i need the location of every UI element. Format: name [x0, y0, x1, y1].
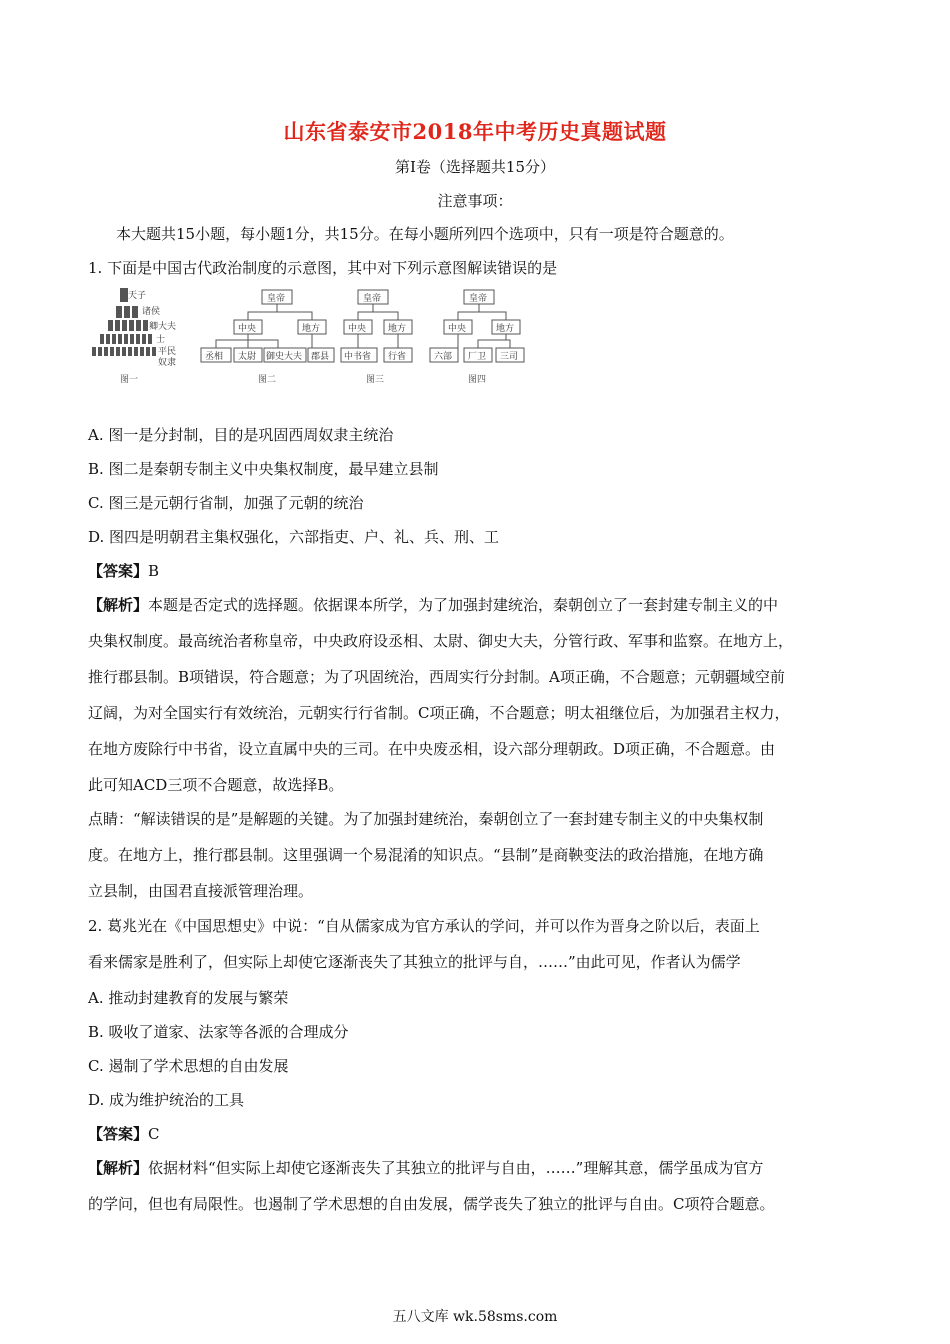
fig2-bottom: 丞相 [205, 352, 224, 362]
q2-stem-line: 看来儒家是胜利了，但实际上却使它逐渐丧失了其独立的批评与自，……”由此可见，作者认为儒学 [88, 953, 741, 971]
fig4-bottom: 六部 [434, 352, 453, 362]
fig4-bottom: 三司 [500, 352, 519, 362]
q1-option-c: C. 图三是元朝行省制，加强了元朝的统治 [88, 494, 364, 512]
q1-tip-line: 点睛：“解读错误的是”是解题的关键。为了加强封建统治，秦朝创立了一套封建专制主义的中央集权制 [88, 810, 764, 828]
q1-analysis-line: 央集权制度。最高统治者称皇帝，中央政府设丞相、太尉、御史大夫，分管行政、军事和监察。在地方上， [88, 632, 794, 650]
fig1-pyramid [92, 288, 176, 385]
analysis-text: 依据材料“但实际上却使它逐渐丧失了其独立的批评与自由，……”理解其意，儒学虽成为官方 [148, 1159, 764, 1177]
q1-figure [86, 284, 526, 390]
q2-stem-line: 2. 葛兆光在《中国思想史》中说：“自从儒家成为官方承认的学问，并可以作为晋身之阶以后，表面上 [88, 917, 760, 935]
fig4-mid: 中央 [448, 324, 467, 334]
q1-analysis-line: 推行郡县制。B项错误，符合题意；为了巩固统治，西周实行分封制。A项正确，不合题意；元朝疆域空前 [88, 668, 785, 686]
fig2-mid: 地方 [302, 324, 321, 334]
q2-option-c: C. 遏制了学术思想的自由发展 [88, 1057, 289, 1075]
q2-option-b: B. 吸收了道家、法家等各派的合理成分 [88, 1023, 349, 1041]
page-title: 山东省泰安市2018年中考历史真题试题 [283, 119, 667, 144]
fig2-bottom: 御史大夫 [266, 352, 303, 362]
section-heading: 第Ⅰ卷（选择题共15分） [394, 158, 555, 176]
q1-option-a: A. 图一是分封制，目的是巩固西周奴隶主统治 [88, 426, 394, 444]
fig2-mid: 中央 [238, 324, 257, 334]
fig3-caption: 图三 [366, 375, 385, 385]
q1-answer [88, 560, 878, 581]
fig4-caption: 图四 [468, 375, 487, 385]
notice-heading: 注意事项： [437, 192, 513, 210]
fig1-label: 士 [156, 335, 166, 345]
fig2-bottom: 郡县 [311, 352, 330, 362]
fig4-mid: 地方 [496, 324, 515, 334]
fig3-mid: 地方 [388, 324, 407, 334]
fig2-top: 皇帝 [267, 294, 286, 304]
q1-analysis-line: 辽阔，为对全国实行有效统治，元朝实行行省制。C项正确，不合题意；明太祖继位后，为加强君主权力， [88, 704, 790, 722]
fig3-bottom: 中书省 [344, 352, 372, 362]
fig1-label: 卿大夫 [149, 322, 177, 332]
fig1-label: 奴隶 [158, 358, 177, 368]
q2-option-d: D. 成为维护统治的工具 [88, 1091, 245, 1109]
answer-value: B [148, 562, 160, 580]
fig3-top: 皇帝 [363, 294, 382, 304]
fig2-caption: 图二 [258, 375, 277, 385]
fig1-caption: 图一 [120, 375, 139, 385]
q2-analysis-line: 的学问，但也有局限性。也遏制了学术思想的自由发展，儒学丧失了独立的批评与自由。C项符合题意。 [88, 1195, 775, 1213]
q2-answer [88, 1123, 878, 1144]
political-system-diagram [86, 284, 526, 390]
analysis-label: 【解析】 [88, 1159, 149, 1177]
q1-tip-line: 度。在地方上，推行郡县制。这里强调一个易混淆的知识点。“县制”是商鞅变法的政治措施，在地方确 [88, 846, 764, 864]
analysis-label: 【解析】 [88, 596, 149, 614]
fig3-chart [341, 290, 412, 385]
page-footer: 五八文库 wk.58sms.com [392, 1309, 558, 1325]
answer-label: 【答案】 [88, 1125, 149, 1143]
fig1-label: 天子 [128, 291, 147, 301]
notice-text: 本大题共15小题，每小题1分，共15分。在每小题所列四个选项中，只有一项是符合题意的。 [116, 225, 734, 243]
q1-analysis-line: 此可知ACD三项不合题意，故选择B。 [88, 776, 344, 794]
q1-tip-line: 立县制，由国君直接派管理治理。 [88, 882, 314, 900]
fig2-chart [201, 290, 334, 385]
fig4-top: 皇帝 [469, 294, 488, 304]
answer-value: C [148, 1125, 160, 1143]
fig1-label: 诸侯 [142, 307, 161, 317]
q1-option-b: B. 图二是秦朝专制主义中央集权制度，最早建立县制 [88, 460, 439, 478]
q1-option-d: D. 图四是明朝君主集权强化，六部指吏、户、礼、兵、刑、工 [88, 528, 500, 546]
fig1-label: 平民 [158, 347, 177, 357]
q1-stem: 1. 下面是中国古代政治制度的示意图，其中对下列示意图解读错误的是 [88, 259, 558, 277]
fig4-bottom: 厂卫 [468, 352, 487, 362]
q2-analysis-line [88, 1157, 878, 1178]
fig3-bottom: 行省 [388, 352, 407, 362]
fig4-chart [430, 290, 524, 385]
q2-option-a: A. 推动封建教育的发展与繁荣 [88, 989, 289, 1007]
fig2-bottom: 太尉 [238, 352, 257, 362]
q1-analysis-line: 在地方废除行中书省，设立直属中央的三司。在中央废丞相，设六部分理朝政。D项正确，不合题意。由 [88, 740, 776, 758]
analysis-text: 本题是否定式的选择题。依据课本所学，为了加强封建统治，秦朝创立了一套封建专制主义的中 [148, 596, 779, 614]
fig3-mid: 中央 [348, 324, 367, 334]
q1-analysis-line [88, 594, 878, 615]
answer-label: 【答案】 [88, 562, 149, 580]
